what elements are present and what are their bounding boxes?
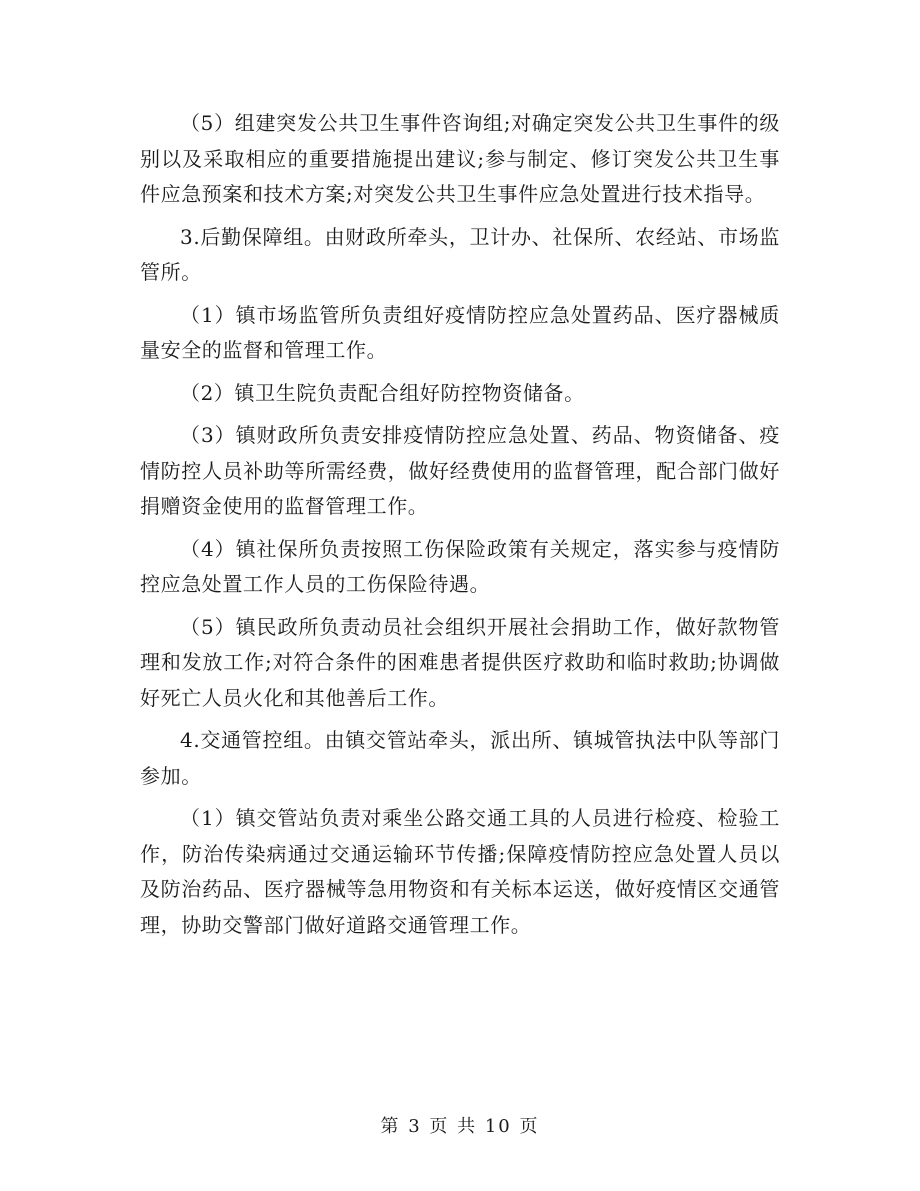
paragraph-logistics-item-4: （4）镇社保所负责按照工伤保险政策有关规定，落实参与疫情防控应急处置工作人员的工伤保险待遇。 bbox=[140, 536, 780, 596]
paragraph-logistics-item-1: （1）镇市场监管所负责组好疫情防控应急处置药品、医疗器械质量安全的监督和管理工作。 bbox=[140, 302, 780, 362]
paragraph-logistics-item-3: （3）镇财政所负责安排疫情防控应急处置、药品、物资储备、疫情防控人员补助等所需经费，做好经费使用的监督管理，配合部门做好捐赠资金使用的监督管理工作。 bbox=[140, 423, 780, 518]
page-footer bbox=[0, 1112, 920, 1138]
document-body bbox=[140, 106, 780, 943]
paragraph-traffic-item-1: （1）镇交管站负责对乘坐公路交通工具的人员进行检疫、检验工作，防治传染病通过交通运输环节传播;保障疫情防控应急处置人员以及防治药品、医疗器械等急用物资和有关标本运送，做好疫情区交通管理，协助交警部门做好道路交通管理工作。 bbox=[140, 806, 780, 937]
paragraph-consult-group-item-5: （5）组建突发公共卫生事件咨询组;对确定突发公共卫生事件的级别以及采取相应的重要措施提出建议;参与制定、修订突发公共卫生事件应急预案和技术方案;对突发公共卫生事件应急处置进行技术指导。 bbox=[140, 111, 780, 206]
paragraph-logistics-item-2: （2）镇卫生院负责配合组好防控物资储备。 bbox=[180, 380, 585, 405]
paragraph-traffic-group: 4.交通管控组。由镇交管站牵头，派出所、镇城管执法中队等部门参加。 bbox=[140, 728, 780, 788]
page-number-label: 第 3 页 共 10 页 bbox=[380, 1116, 540, 1137]
paragraph-logistics-group: 3.后勤保障组。由财政所牵头，卫计办、社保所、农经站、市场监管所。 bbox=[140, 224, 780, 284]
paragraph-logistics-item-5: （5）镇民政所负责动员社会组织开展社会捐助工作，做好款物管理和发放工作;对符合条件的困难患者提供医疗救助和临时救助;协调做好死亡人员火化和其他善后工作。 bbox=[140, 614, 780, 710]
